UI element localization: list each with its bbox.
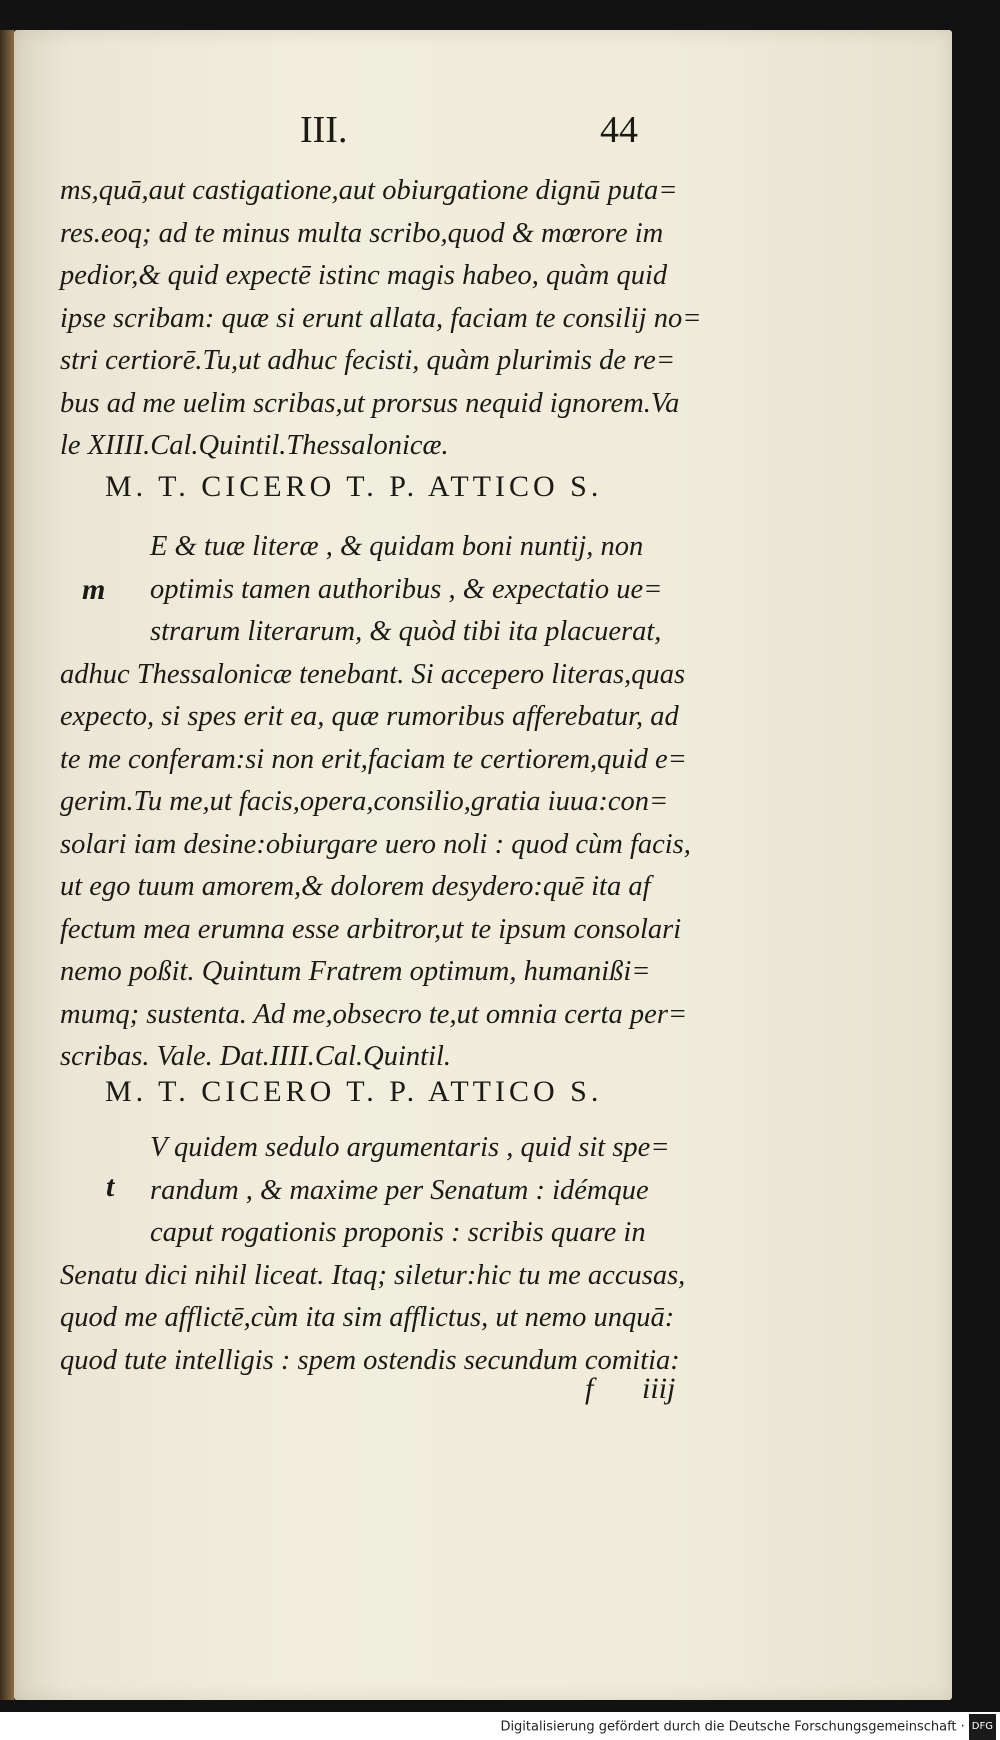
letter-body xyxy=(60,526,720,1079)
text-line: adhuc Thessalonicæ tenebant. Si accepero literas,quas xyxy=(60,658,686,690)
text-line: V quidem sedulo argumentaris , quid sit spe= xyxy=(150,1132,670,1163)
text-line: solari iam desine:obiurgare uero noli : quod cùm facis, xyxy=(60,828,691,860)
text-line: caput rogationis proponis : scribis quare in xyxy=(150,1217,646,1248)
text-line: te me conferam:si non erit,faciam te certiorem,quid e= xyxy=(60,743,687,775)
digitization-credit xyxy=(0,1714,996,1738)
text-line: E & tuæ literæ , & quidam boni nuntij, non xyxy=(150,531,644,562)
credit-text: Digitalisierung gefördert durch die Deutsche Forschungsgemeinschaft · xyxy=(500,1719,965,1735)
dfg-logo: DFG xyxy=(969,1714,996,1740)
letter-heading: M. T. CICERO T. P. ATTICO S. xyxy=(105,1075,603,1108)
text-line: res.eoq; ad te minus multa scribo,quod & mœrore im xyxy=(60,217,664,249)
text-line: expecto, si spes erit ea, quæ rumoribus afferebatur, ad xyxy=(60,701,679,732)
text-line: quod tute intelligis : spem ostendis secundum comitia: xyxy=(60,1344,680,1376)
drop-initial-guide: m xyxy=(82,573,106,606)
text-line: quod me afflictē,cùm ita sim afflictus, ut nemo unquā: xyxy=(60,1302,675,1333)
text-line: stri certiorē.Tu,ut adhuc fecisti, quàm plurimis de re= xyxy=(60,345,676,376)
text-line: pedior,& quid expectē istinc magis habeo, quàm quid xyxy=(60,260,668,291)
signature-letter: f xyxy=(585,1372,594,1405)
text-line: randum , & maxime per Senatum : idémque xyxy=(150,1174,649,1206)
letter-heading: M. T. CICERO T. P. ATTICO S. xyxy=(105,470,603,503)
text-line: bus ad me uelim scribas,ut prorsus nequid ignorem.Va xyxy=(60,387,680,419)
text-line: gerim.Tu me,ut facis,opera,consilio,gratia iuua:con= xyxy=(60,786,669,817)
text-line: Senatu dici nihil liceat. Itaq; siletur:hic tu me accusas, xyxy=(60,1259,686,1291)
text-line: fectum mea erumna esse arbitror,ut te ipsum consolari xyxy=(60,913,682,945)
text-line: scribas. Vale. Dat.IIII.Cal.Quintil. xyxy=(60,1041,452,1072)
drop-initial-guide: t xyxy=(106,1170,115,1203)
text-line: nemo poßit. Quintum Fratrem optimum, humanißi= xyxy=(60,956,651,987)
text-line: ms,quā,aut castigatione,aut obiurgatione dignū puta= xyxy=(60,175,678,206)
page-number: 44 xyxy=(600,109,638,151)
text-line: optimis tamen authoribus , & expectatio ue= xyxy=(150,573,663,605)
text-line: le XIIII.Cal.Quintil.Thessalonicæ. xyxy=(60,430,449,461)
text-line: ipse scribam: quæ si erunt allata, faciam te consilij no= xyxy=(60,302,702,334)
text-line: ut ego tuum amorem,& dolorem desydero:quē ita af xyxy=(60,871,651,902)
running-head-book-number: III. xyxy=(300,109,348,151)
text-line: strarum literarum, & quòd tibi ita placuerat, xyxy=(150,616,662,647)
letter-continuation xyxy=(60,170,720,468)
letter-body xyxy=(60,1127,720,1382)
signature-number: iiij xyxy=(642,1372,676,1405)
book-spine-edge xyxy=(0,30,14,1700)
text-line: mumq; sustenta. Ad me,obsecro te,ut omnia certa per= xyxy=(60,998,688,1030)
